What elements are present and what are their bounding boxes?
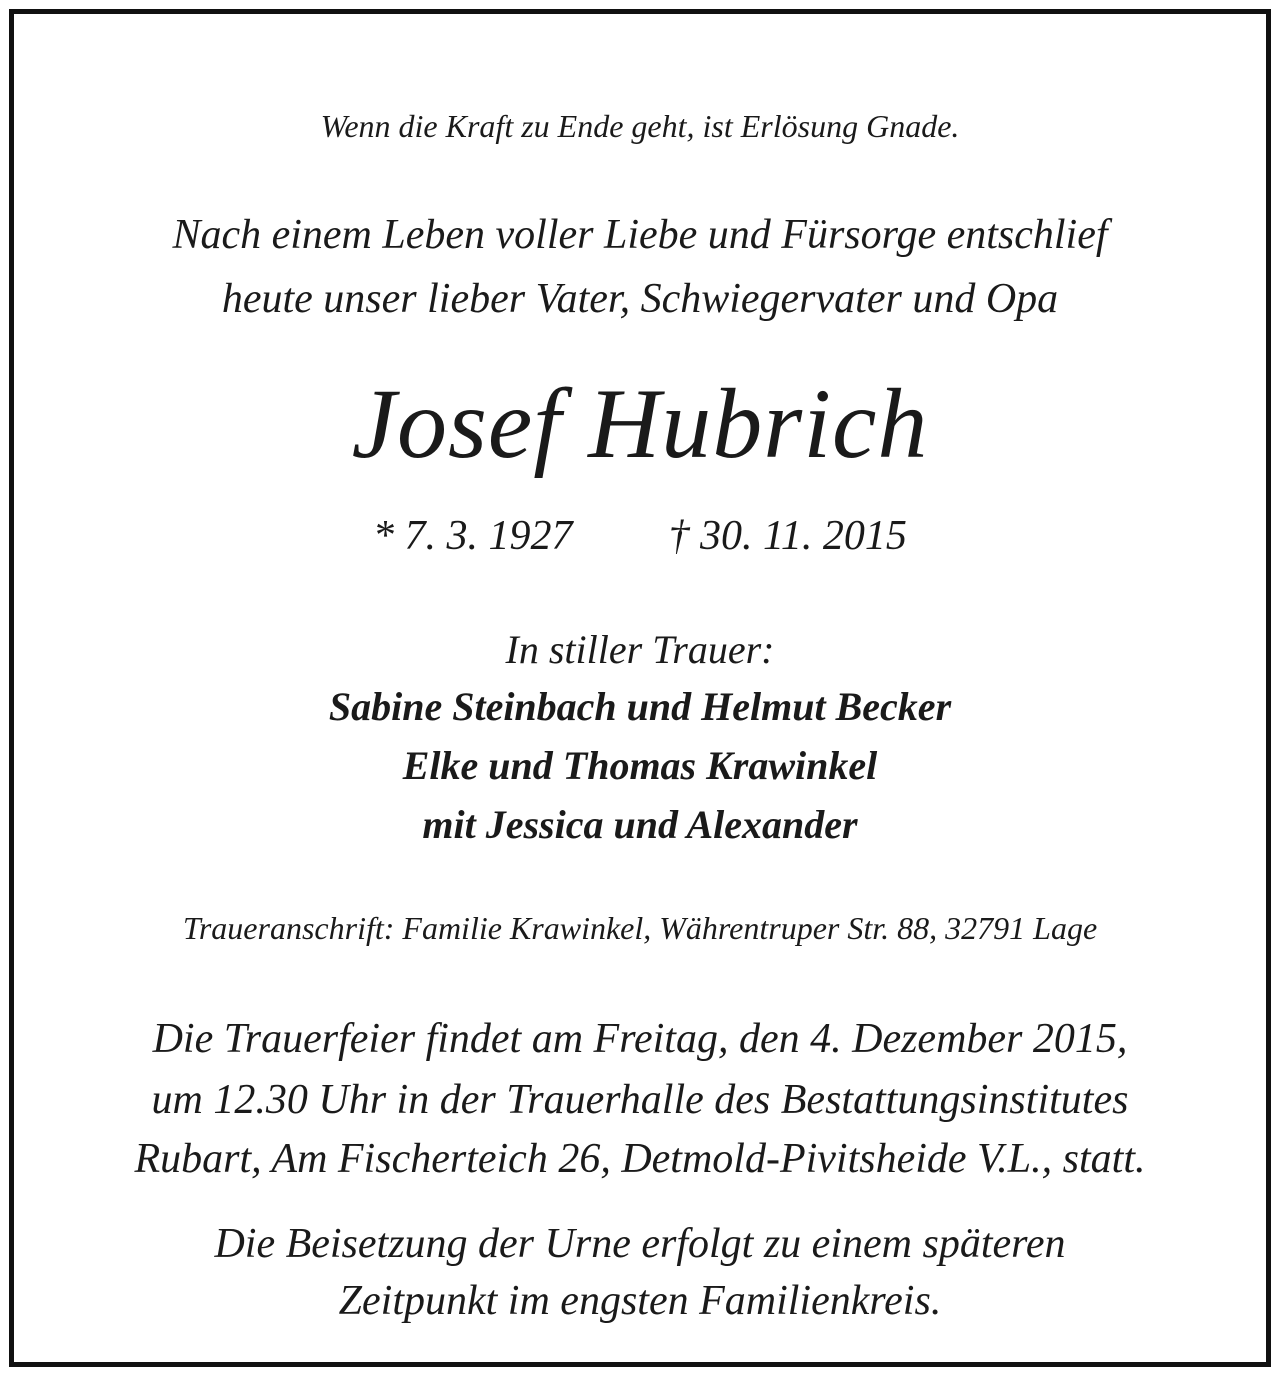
intro-line: heute unser lieber Vater, Schwiegervater und Opa — [221, 276, 1059, 322]
life-dates — [14, 515, 1266, 557]
death-date: † 30. 11. 2015 — [668, 513, 907, 559]
condolence-address: Traueranschrift: Familie Krawinkel, Währentruper Str. 88, 32791 Lage — [182, 910, 1098, 946]
mourner-line: mit Jessica und Alexander — [422, 802, 858, 847]
service-line: um 12.30 Uhr in der Trauerhalle des Bestattungsinstitutes — [151, 1077, 1129, 1123]
burial-line: Die Beisetzung der Urne erfolgt zu einem späteren — [214, 1221, 1066, 1267]
birth-date: * 7. 3. 1927 — [373, 513, 573, 559]
intro-line: Nach einem Leben voller Liebe und Fürsorge entschlief — [172, 212, 1108, 258]
mourner-line: Sabine Steinbach und Helmut Becker — [328, 684, 952, 729]
obituary-notice — [9, 9, 1271, 1367]
service-line: Rubart, Am Fischerteich 26, Detmold-Pivitsheide V.L., statt. — [134, 1136, 1146, 1182]
service-line: Die Trauerfeier findet am Freitag, den 4. Dezember 2015, — [152, 1016, 1128, 1062]
deceased-name: Josef Hubrich — [351, 368, 929, 479]
mourning-heading: In stiller Trauer: — [505, 627, 775, 672]
mourner-line: Elke und Thomas Krawinkel — [402, 743, 878, 788]
burial-line: Zeitpunkt im engsten Familienkreis. — [338, 1278, 942, 1324]
motto-quote: Wenn die Kraft zu Ende geht, ist Erlösung Gnade. — [320, 108, 960, 144]
